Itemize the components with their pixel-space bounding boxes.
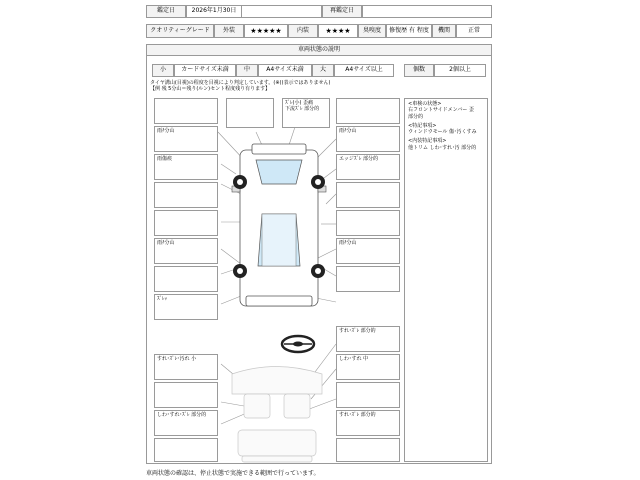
interior-box-left-3[interactable] xyxy=(154,410,218,436)
damage-box-left-7[interactable] xyxy=(154,266,218,292)
remarks-text: 部分的 xyxy=(408,113,424,120)
exterior-stars: ★★★★★ xyxy=(244,24,288,38)
inspection-date-value: 2026年1月30日 xyxy=(186,5,242,18)
inspection-date-label: 鑑定日 xyxy=(146,5,186,18)
tire-note: タイヤ溝山(目視)の程度を目視により判定しています。(※()表示ではありません) xyxy=(150,80,331,86)
interior-label: 内装 xyxy=(288,24,318,38)
reinspection-value xyxy=(362,5,492,18)
interior-box-right-2[interactable] xyxy=(336,354,400,380)
damage-box-right-7[interactable] xyxy=(336,266,400,292)
odor-value: 修復歴 有 程度 xyxy=(386,24,432,38)
damage-box-left-8[interactable] xyxy=(154,294,218,320)
damage-label: すれ･ｽﾞﾚ 部分的 xyxy=(339,328,376,334)
legend-medium: 中 xyxy=(236,64,258,77)
damage-label: 雨ﾁ分山 xyxy=(157,128,175,134)
damage-label: ｽﾞﾚｯ xyxy=(157,296,168,302)
function-value: 正常 xyxy=(456,24,492,38)
reinspection-label: 再鑑定日 xyxy=(322,5,362,18)
damage-box-left-3[interactable] xyxy=(154,154,218,180)
damage-box-left-2[interactable] xyxy=(154,126,218,152)
damage-box-right-2[interactable] xyxy=(336,126,400,152)
count-label: 個数 xyxy=(404,64,434,77)
damage-box-top-center-left[interactable] xyxy=(226,98,274,128)
tire-example-note: 【例 残 5分山＝残り(ルン)セント程度残り有ります】 xyxy=(150,86,271,92)
damage-label: しわ･すれ･ｽﾞﾚ 部分的 xyxy=(157,412,207,418)
odor-label: 臭嗅度 xyxy=(358,24,386,38)
interior-box-right-3[interactable] xyxy=(336,382,400,408)
damage-label: すれ･ｽﾞﾚ･汚れ 小 xyxy=(157,356,197,362)
count-value: 2個以上 xyxy=(434,64,486,77)
function-label: 機関 xyxy=(432,24,456,38)
remarks-text: 右フロントサイドメンバー 歪 xyxy=(408,107,474,114)
remarks-text: 他トリム しわ･すれ･汚 部分的 xyxy=(408,144,477,151)
damage-box-left-1[interactable] xyxy=(154,98,218,124)
legend-small-desc: カードサイズ未満 xyxy=(174,64,236,77)
damage-label: しわ･すれ 中 xyxy=(339,356,369,362)
interior-box-right-1[interactable] xyxy=(336,326,400,352)
remarks-panel xyxy=(404,98,488,462)
remarks-text: ウィンドウモール 傷･汚くすみ xyxy=(408,129,477,135)
damage-label: 雨ﾁ分山 xyxy=(339,240,357,246)
interior-box-left-1[interactable] xyxy=(154,354,218,380)
damage-label: ｽﾞﾚ(小) 歪痛 xyxy=(285,100,313,106)
remarks-header-interior: <内装特記事項> xyxy=(408,138,447,145)
damage-label: 下流ｽﾞﾚ 部分的 xyxy=(285,106,320,113)
legend-large-desc: A4サイズ以上 xyxy=(334,64,394,77)
damage-box-right-3[interactable] xyxy=(336,154,400,180)
interior-box-left-2[interactable] xyxy=(154,382,218,408)
damage-label: 雨傷痕 xyxy=(157,156,173,162)
damage-box-left-6[interactable] xyxy=(154,238,218,264)
header-spacer xyxy=(242,5,322,18)
damage-box-right-4[interactable] xyxy=(336,182,400,208)
section-title: 車両状態の説明 xyxy=(146,44,492,56)
exterior-label: 外装 xyxy=(214,24,244,38)
legend-large: 大 xyxy=(312,64,334,77)
remarks-header-vehicle: <車検の状態> xyxy=(408,101,442,107)
legend-small: 小 xyxy=(152,64,174,77)
interior-box-right-5[interactable] xyxy=(336,438,400,462)
remarks-header-special: <特記事項> xyxy=(408,122,437,129)
damage-label: すれ･ｽﾞﾚ 部分的 xyxy=(339,412,376,418)
quality-grade-label: クオリティーグレード xyxy=(146,24,214,38)
damage-box-left-5[interactable] xyxy=(154,210,218,236)
interior-box-right-4[interactable] xyxy=(336,410,400,436)
damage-label: 雨ﾁ分山 xyxy=(157,240,175,246)
damage-box-left-4[interactable] xyxy=(154,182,218,208)
interior-box-left-4[interactable] xyxy=(154,438,218,462)
damage-label: エッジｽﾞﾚ 部分的 xyxy=(339,156,378,162)
damage-box-right-5[interactable] xyxy=(336,210,400,236)
steering-wheel-icon xyxy=(282,336,314,352)
damage-label: 雨ﾁ分山 xyxy=(339,128,357,134)
interior-stars: ★★★★ xyxy=(318,24,358,38)
legend-medium-desc: A4サイズ未満 xyxy=(258,64,312,77)
footer-note: 車両状態の確認は、停止状態で実施できる範囲で行っています。 xyxy=(146,470,320,477)
damage-box-top-center-right[interactable] xyxy=(282,98,330,128)
damage-box-right-6[interactable] xyxy=(336,238,400,264)
damage-box-right-1[interactable] xyxy=(336,98,400,124)
